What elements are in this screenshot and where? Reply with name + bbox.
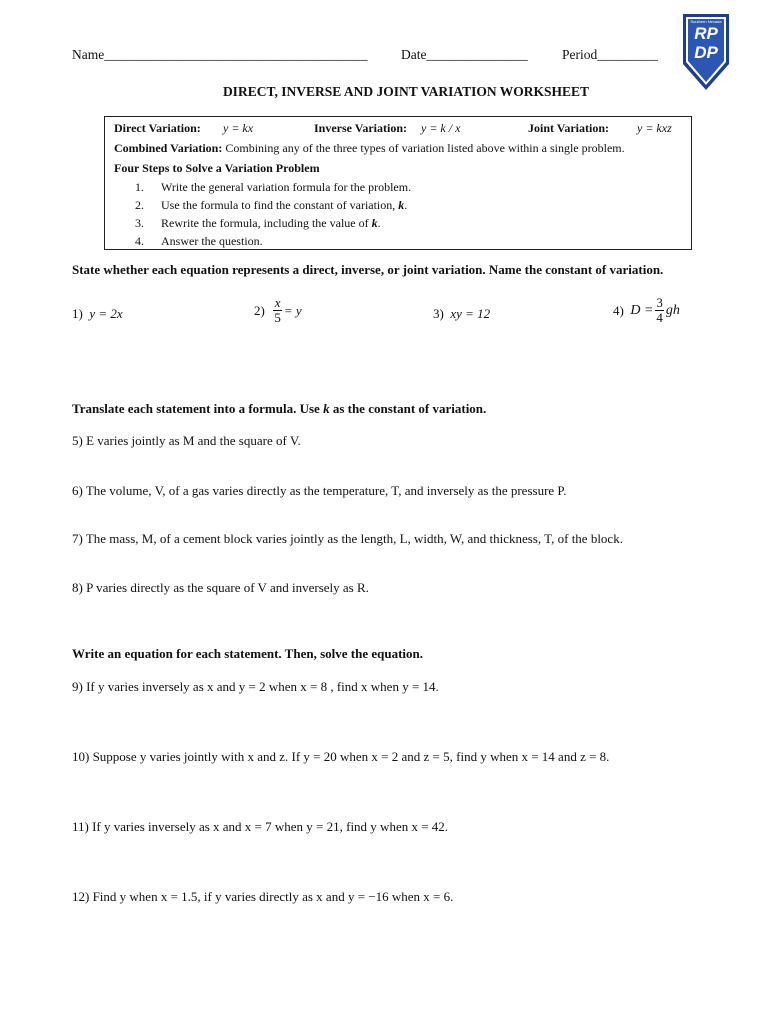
- logo-line1: RP: [694, 24, 718, 43]
- name-field[interactable]: [72, 47, 367, 63]
- date-label: Date: [401, 47, 427, 62]
- question-12: 12) Find y when x = 1.5, if y varies directly as x and y = −16 when x = 6.: [72, 889, 454, 904]
- question-9: 9) If y varies inversely as x and y = 2 when x = 8 , find x when y = 14.: [72, 679, 439, 694]
- inverse-label: Inverse Variation:: [314, 121, 407, 135]
- question-3: 3) xy = 12: [433, 306, 491, 321]
- question-2: 2) $\frac{x}{5}$ = y: [254, 295, 302, 326]
- combined-text: Combining any of the three types of variation listed above within a single problem.: [225, 141, 625, 155]
- question-8: 8) P varies directly as the square of V and inversely as R.: [72, 580, 369, 595]
- period-label: Period: [562, 47, 598, 62]
- steps-heading: Four Steps to Solve a Variation Problem: [114, 161, 320, 175]
- period-blank[interactable]: _________: [597, 47, 658, 62]
- direct-label: Direct Variation:: [114, 121, 201, 135]
- question-6: 6) The volume, V, of a gas varies directly as the temperature, T, and inversely as the pressure P.: [72, 483, 567, 498]
- question-11: 11) If y varies inversely as x and x = 7 when y = 21, find y when x = 42.: [72, 819, 449, 834]
- question-10: 10) Suppose y varies jointly with x and z. If y = 20 when x = 2 and z = 5, find y when x = 14 and z = 8.: [72, 749, 610, 764]
- section1-instruction: State whether each equation represents a direct, inverse, or joint variation. Name the constant of variation.: [72, 262, 664, 277]
- question-7: 7) The mass, M, of a cement block varies jointly as the length, L, width, W, and thickness, T, of the block.: [72, 531, 623, 546]
- combined-label: Combined Variation:: [114, 141, 223, 155]
- reference-box: Direct Variation: y = kx Inverse Variation: y = k / x Joint Variation: y = kxz Combined Variation: Combining any of the three types of variation listed above within a single problem. Four Steps to Solve a Variation Problem 1. Write the general variation formula for the problem. 2. Use the formula to find the constant of variation, k. 3. Rewrite the formula, including the value of k. 4. Answer the question.: [104, 116, 692, 250]
- question-1: 1) y = 2x: [72, 306, 123, 321]
- question-5: 5) E varies jointly as M and the square of V.: [72, 433, 301, 448]
- question-4: 4) D = $\frac{3}{4}$ gh: [613, 295, 680, 326]
- joint-formula: y = kxz: [637, 121, 672, 135]
- section2-instruction: Translate each statement into a formula. Use k as the constant of variation.: [72, 401, 487, 416]
- logo-tagline: Southern Nevada: [690, 19, 722, 24]
- worksheet-title: DIRECT, INVERSE AND JOINT VARIATION WORKSHEET: [222, 84, 590, 99]
- rpdp-logo-icon: [681, 12, 731, 92]
- date-field[interactable]: [401, 47, 528, 63]
- date-blank[interactable]: _______________: [426, 47, 528, 62]
- direct-formula: y = kx: [223, 121, 254, 135]
- section3-instruction: Write an equation for each statement. Then, solve the equation.: [72, 646, 423, 661]
- period-field[interactable]: [562, 47, 658, 63]
- name-blank[interactable]: _______________________________________: [104, 47, 368, 62]
- inverse-formula: y = k / x: [421, 121, 461, 135]
- logo-line2: DP: [694, 43, 718, 62]
- name-label: Name: [72, 47, 105, 62]
- joint-label: Joint Variation:: [528, 121, 610, 135]
